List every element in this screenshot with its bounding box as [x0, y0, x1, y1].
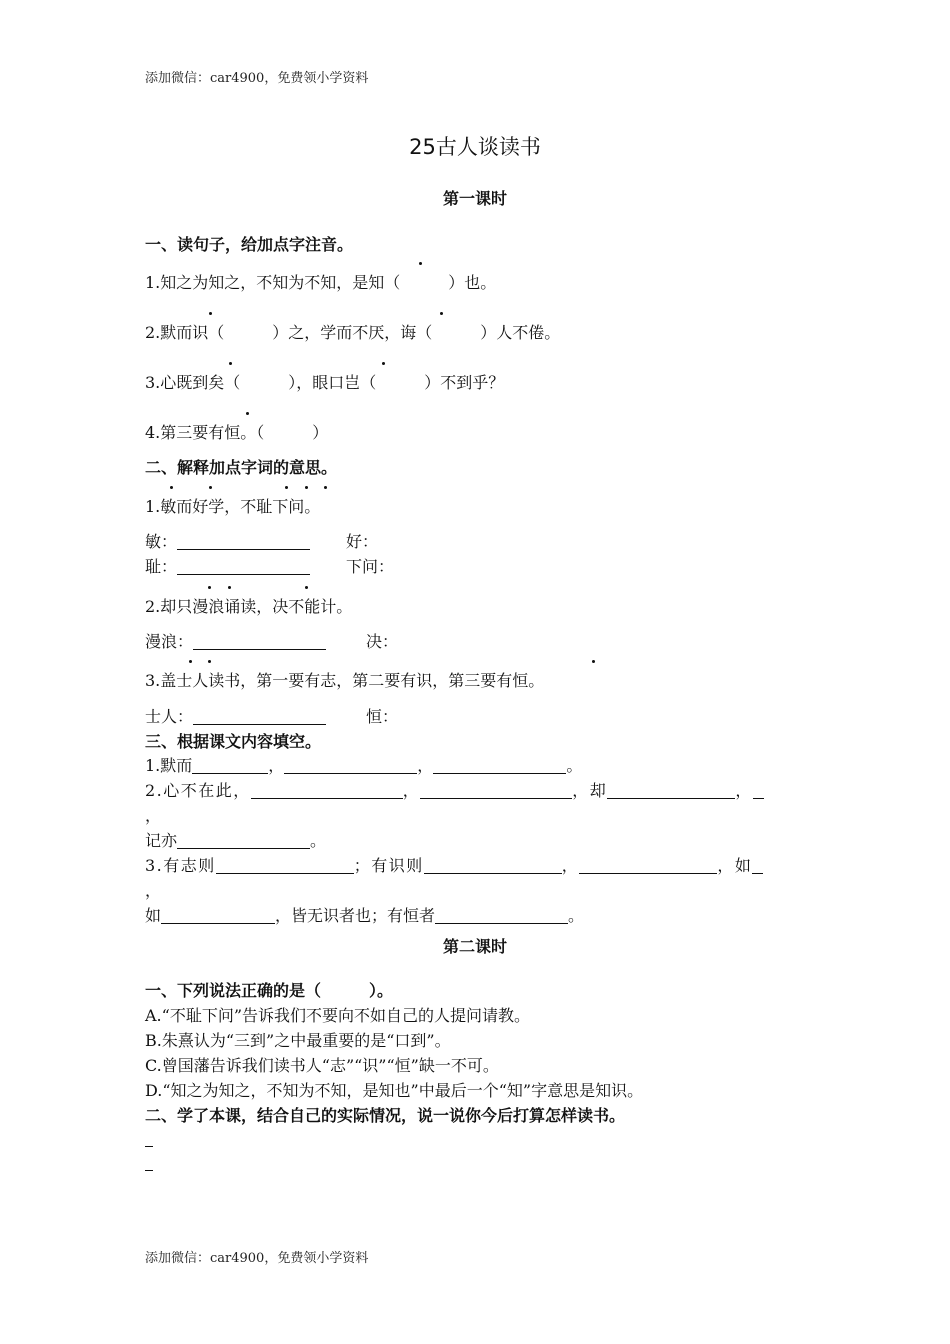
lesson-1-heading: 第一课时: [442, 189, 507, 208]
q3-1-blank-1[interactable]: [192, 757, 268, 774]
q1-3-text-c: ）不到乎？: [424, 373, 505, 392]
q1-2-line: [145, 320, 560, 343]
q1-1-text-a: 1.知之为知之，不知为不知，是知（: [145, 273, 401, 292]
q2-2-row: [145, 629, 326, 652]
emphasis-dot: [382, 362, 385, 365]
q3-2-comma: ，: [402, 781, 421, 800]
option-b: B.朱熹认为“三到”之中最重要的是“口到”。: [145, 1031, 451, 1050]
emphasis-dot: [324, 486, 327, 489]
q2-1-row-2: [145, 554, 310, 577]
q1-1-text-b: ）也。: [448, 273, 497, 292]
option-c: C.曾国藩告诉我们读书人“志”“识”“恒”缺一不可。: [145, 1056, 499, 1075]
q3-3-blank-3[interactable]: [579, 857, 717, 874]
q1-3-text-a: 3.心既到矣（: [145, 373, 241, 392]
q1-2-text-a: 2.默而识（: [145, 323, 225, 342]
emphasis-dot: [440, 312, 443, 315]
page-footer: 添加微信：car4900，免费领小学资料: [145, 1251, 369, 1266]
q1-4-text-b: ）: [312, 423, 329, 442]
q3-2-text-a: 2.心不在此，: [145, 781, 251, 800]
q2-1-label-1: 敏：: [145, 532, 178, 551]
q1-1-line: [145, 270, 496, 293]
q3-2-blank-4[interactable]: [753, 782, 764, 799]
q3-2-text-b: ，却: [572, 781, 608, 800]
q3-2-text-c: ，: [735, 781, 753, 800]
answer-line[interactable]: [145, 1170, 153, 1171]
q3-1-comma-2: ，: [417, 756, 434, 775]
q2-2-label-1: 漫浪：: [145, 632, 194, 651]
section-2-heading: 二、解释加点字词的意思。: [145, 458, 338, 477]
q3-3-line-2: [145, 903, 584, 926]
answer-line[interactable]: [145, 1146, 153, 1147]
q3-1-line: [145, 753, 582, 776]
q3-2-blank-5[interactable]: [177, 832, 310, 849]
q3-1-blank-3[interactable]: [433, 757, 566, 774]
q2-3-label-1: 士人：: [145, 707, 194, 726]
page-header: 添加微信：car4900，免费领小学资料: [145, 71, 369, 86]
emphasis-dot: [246, 412, 249, 415]
q1-4-text-a: 4.第三要有恒。（: [145, 423, 265, 442]
q3-1-end: 。: [566, 756, 583, 775]
q3-3-blank-1[interactable]: [216, 857, 354, 874]
q2-3-answer-blank-1[interactable]: [193, 708, 326, 725]
q3-2-line: [145, 778, 764, 801]
q3-3-blank-4[interactable]: [752, 857, 763, 874]
l2-section-2-heading: 二、学了本课，结合自己的实际情况，说一说你今后打算怎样读书。: [145, 1106, 626, 1125]
emphasis-dot: [189, 660, 192, 663]
q1-3-line: [145, 370, 504, 393]
l2-q1-heading-b: ）。: [369, 981, 394, 1000]
q2-1-answer-blank-3[interactable]: [177, 558, 310, 575]
q3-2-wrapped-comma: ，: [145, 806, 162, 825]
q3-1-blank-2[interactable]: [284, 757, 417, 774]
q2-2-sentence: 2.却只漫浪诵读，决不能计。: [145, 597, 353, 616]
q3-1-comma-1: ，: [268, 756, 285, 775]
emphasis-dot: [229, 362, 232, 365]
q2-1-label-2: 好：: [346, 532, 379, 551]
page-title: 25古人谈读书: [409, 135, 541, 159]
emphasis-dot: [170, 486, 173, 489]
option-d: D.“知之为知之，不知为不知，是知也”中最后一个“知”字意思是知识。: [145, 1081, 644, 1100]
q1-4-line: [145, 420, 328, 443]
q2-1-row-1: [145, 529, 310, 552]
q3-2-blank-2[interactable]: [420, 782, 572, 799]
emphasis-dot: [208, 660, 211, 663]
q3-3-wrapped-comma: ，: [145, 881, 162, 900]
q3-3-line: [145, 853, 763, 876]
q2-2-answer-blank-1[interactable]: [193, 633, 326, 650]
emphasis-dot: [419, 262, 422, 265]
lesson-2-heading: 第二课时: [442, 937, 507, 956]
q3-3-blank-5[interactable]: [161, 907, 275, 924]
l2-q1-heading-a: 一、下列说法正确的是（: [145, 981, 322, 1000]
emphasis-dot: [209, 486, 212, 489]
emphasis-dot: [228, 586, 231, 589]
q3-1-text: 1.默而: [145, 756, 193, 775]
q2-1-label-4: 下问：: [346, 557, 395, 576]
q1-2-text-c: ）人不倦。: [480, 323, 561, 342]
emphasis-dot: [592, 660, 595, 663]
option-a: A.“不耻下问”告诉我们不要向不如自己的人提问请教。: [145, 1006, 531, 1025]
q2-3-row: [145, 704, 326, 727]
q3-2-end: 。: [310, 831, 327, 850]
q3-3-text-e: 如: [145, 906, 162, 925]
q3-3-text-a: 3.有志则: [145, 856, 216, 875]
q2-3-sentence: 3.盖士人读书，第一要有志，第二要有识，第三要有恒。: [145, 671, 545, 690]
emphasis-dot: [209, 312, 212, 315]
q3-3-blank-6[interactable]: [435, 907, 568, 924]
emphasis-dot: [305, 586, 308, 589]
q3-3-text-b: ；有识则: [353, 856, 424, 875]
q3-3-text-c: ，: [561, 856, 580, 875]
q3-2-line-2: [145, 828, 326, 851]
section-1-heading: 一、读句子，给加点字注音。: [145, 235, 354, 254]
q2-2-label-2: 决：: [366, 632, 399, 651]
emphasis-dot: [285, 486, 288, 489]
q2-3-label-2: 恒：: [366, 707, 399, 726]
q2-1-sentence: 1.敏而好学，不耻下问。: [145, 497, 321, 516]
q2-1-label-3: 耻：: [145, 557, 178, 576]
l2-section-1-heading: [145, 978, 393, 1001]
q3-2-text-d: 记亦: [145, 831, 178, 850]
emphasis-dot: [208, 586, 211, 589]
emphasis-dot: [305, 486, 308, 489]
q3-3-blank-2[interactable]: [424, 857, 562, 874]
q3-2-blank-3[interactable]: [607, 782, 735, 799]
q3-3-end: 。: [568, 906, 585, 925]
q3-3-text-d: ，如: [717, 856, 753, 875]
section-3-heading: 三、根据课文内容填空。: [145, 732, 322, 751]
q3-2-blank-1[interactable]: [251, 782, 403, 799]
q2-1-answer-blank-1[interactable]: [177, 533, 310, 550]
q1-2-text-b: ）之，学而不厌，诲（: [272, 323, 433, 342]
q3-3-text-f: ，皆无识者也；有恒者: [275, 906, 436, 925]
q1-3-text-b: ），眼口岂（: [288, 373, 377, 392]
